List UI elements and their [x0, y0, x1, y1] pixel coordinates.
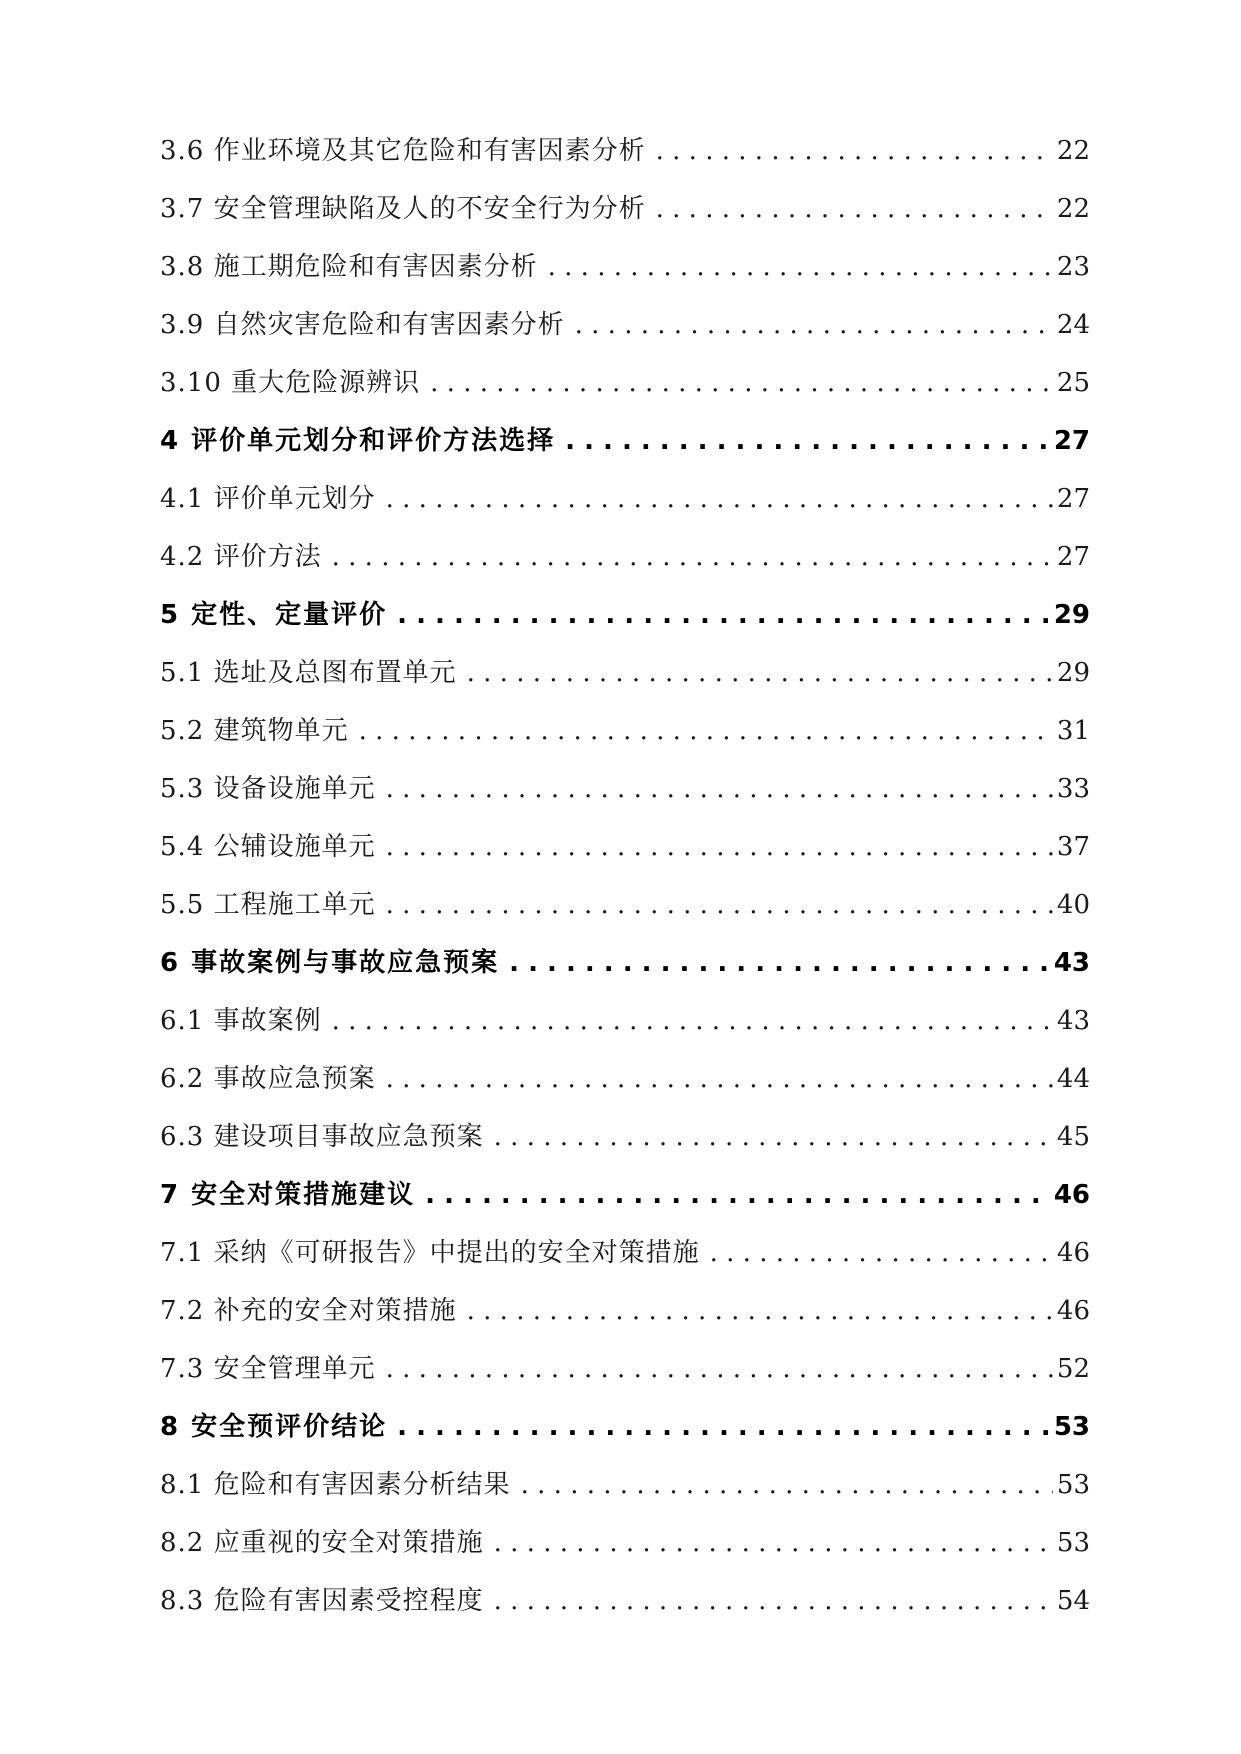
toc-chapter-page: 29 [1053, 600, 1090, 630]
toc-entry-7-1[interactable] [160, 1215, 1090, 1273]
toc-entry-page: 31 [1056, 716, 1090, 746]
toc-entry-3-7[interactable] [160, 171, 1090, 229]
toc-entry-4-1[interactable] [160, 461, 1090, 519]
toc-leader-dots [656, 131, 1053, 171]
toc-chapter-page: 46 [1053, 1180, 1090, 1210]
toc-entry-title: 7.3 安全管理单元 [160, 1354, 376, 1384]
toc-entry-title: 7.2 补充的安全对策措施 [160, 1296, 457, 1326]
toc-chapter-title: 6 事故案例与事故应急预案 [160, 948, 500, 978]
toc-entry-title: 5.3 设备设施单元 [160, 774, 376, 804]
toc-entry-page: 37 [1056, 832, 1090, 862]
toc-entry-title: 8.3 危险有害因素受控程度 [160, 1586, 484, 1616]
toc-chapter-7[interactable] [160, 1157, 1090, 1215]
toc-entry-page: 46 [1056, 1238, 1090, 1268]
toc-leader-dots [548, 247, 1053, 287]
toc-leader-dots [386, 769, 1053, 809]
toc-leader-dots [430, 363, 1053, 403]
toc-entry-title: 8.1 危险和有害因素分析结果 [160, 1470, 511, 1500]
toc-leader-dots [397, 595, 1050, 635]
toc-entry-title: 6.1 事故案例 [160, 1006, 322, 1036]
toc-entry-5-2[interactable] [160, 693, 1090, 751]
toc-entry-title: 5.2 建筑物单元 [160, 716, 349, 746]
toc-leader-dots [397, 1407, 1050, 1447]
toc-leader-dots [509, 943, 1050, 983]
toc-entry-page: 22 [1056, 194, 1090, 224]
toc-leader-dots [565, 421, 1050, 461]
toc-entry-page: 27 [1056, 484, 1090, 514]
toc-chapter-page: 53 [1053, 1412, 1090, 1442]
toc-leader-dots [332, 1001, 1053, 1041]
toc-entry-page: 23 [1056, 252, 1090, 282]
toc-entry-title: 3.7 安全管理缺陷及人的不安全行为分析 [160, 194, 646, 224]
toc-entry-title: 5.1 选址及总图布置单元 [160, 658, 457, 688]
toc-entry-title: 4.2 评价方法 [160, 542, 322, 572]
toc-chapter-6[interactable] [160, 925, 1090, 983]
toc-leader-dots [467, 653, 1053, 693]
toc-entry-page: 33 [1056, 774, 1090, 804]
toc-entry-7-2[interactable] [160, 1273, 1090, 1331]
toc-entry-page: 22 [1056, 136, 1090, 166]
toc-leader-dots [494, 1523, 1053, 1563]
toc-chapter-page: 43 [1053, 948, 1090, 978]
toc-entry-page: 27 [1056, 542, 1090, 572]
toc-leader-dots [575, 305, 1053, 345]
toc-chapter-5[interactable] [160, 577, 1090, 635]
toc-entry-6-1[interactable] [160, 983, 1090, 1041]
toc-entry-title: 4.1 评价单元划分 [160, 484, 376, 514]
toc-entry-page: 43 [1056, 1006, 1090, 1036]
toc-entry-title: 6.2 事故应急预案 [160, 1064, 376, 1094]
toc-chapter-title: 7 安全对策措施建议 [160, 1180, 416, 1210]
toc-entry-8-2[interactable] [160, 1505, 1090, 1563]
toc-leader-dots [386, 827, 1053, 867]
toc-leader-dots [494, 1581, 1053, 1621]
toc-entry-3-6[interactable] [160, 113, 1090, 171]
toc-entry-title: 6.3 建设项目事故应急预案 [160, 1122, 484, 1152]
toc-leader-dots [386, 1349, 1053, 1389]
toc-entry-title: 5.5 工程施工单元 [160, 890, 376, 920]
toc-entry-4-2[interactable] [160, 519, 1090, 577]
toc-entry-3-9[interactable] [160, 287, 1090, 345]
toc-leader-dots [467, 1291, 1053, 1331]
toc-leader-dots [386, 479, 1053, 519]
toc-entry-title: 7.1 采纳《可研报告》中提出的安全对策措施 [160, 1238, 700, 1268]
toc-entry-7-3[interactable] [160, 1331, 1090, 1389]
toc-entry-title: 3.10 重大危险源辨识 [160, 368, 421, 398]
toc-entry-8-3[interactable] [160, 1563, 1090, 1621]
toc-entry-title: 3.9 自然灾害危险和有害因素分析 [160, 310, 565, 340]
toc-entry-8-1[interactable] [160, 1447, 1090, 1505]
toc-entry-5-3[interactable] [160, 751, 1090, 809]
toc-leader-dots [359, 711, 1053, 751]
toc-entry-page: 46 [1056, 1296, 1090, 1326]
toc-entry-5-5[interactable] [160, 867, 1090, 925]
toc-leader-dots [656, 189, 1053, 229]
toc-chapter-page: 27 [1053, 426, 1090, 456]
toc-entry-title: 3.8 施工期危险和有害因素分析 [160, 252, 538, 282]
toc-entry-5-4[interactable] [160, 809, 1090, 867]
toc-entry-title: 5.4 公辅设施单元 [160, 832, 376, 862]
toc-leader-dots [332, 537, 1053, 577]
toc-leader-dots [425, 1175, 1050, 1215]
toc-leader-dots [494, 1117, 1053, 1157]
toc-entry-5-1[interactable] [160, 635, 1090, 693]
toc-entry-page: 29 [1056, 658, 1090, 688]
toc-entry-page: 44 [1056, 1064, 1090, 1094]
toc-entry-6-2[interactable] [160, 1041, 1090, 1099]
toc-entry-page: 53 [1056, 1470, 1090, 1500]
toc-entry-page: 54 [1056, 1586, 1090, 1616]
toc-entry-3-8[interactable] [160, 229, 1090, 287]
table-of-contents [160, 113, 1090, 1621]
toc-entry-page: 53 [1056, 1528, 1090, 1558]
toc-chapter-4[interactable] [160, 403, 1090, 461]
toc-entry-page: 52 [1056, 1354, 1090, 1384]
toc-chapter-title: 5 定性、定量评价 [160, 600, 388, 630]
toc-entry-title: 8.2 应重视的安全对策措施 [160, 1528, 484, 1558]
toc-entry-page: 25 [1056, 368, 1090, 398]
toc-leader-dots [386, 885, 1053, 925]
toc-leader-dots [386, 1059, 1053, 1099]
toc-chapter-title: 4 评价单元划分和评价方法选择 [160, 426, 556, 456]
toc-chapter-title: 8 安全预评价结论 [160, 1412, 388, 1442]
toc-entry-3-10[interactable] [160, 345, 1090, 403]
toc-chapter-8[interactable] [160, 1389, 1090, 1447]
toc-leader-dots [710, 1233, 1053, 1273]
toc-entry-page: 40 [1056, 890, 1090, 920]
toc-entry-title: 3.6 作业环境及其它危险和有害因素分析 [160, 136, 646, 166]
toc-entry-page: 24 [1056, 310, 1090, 340]
toc-leader-dots [521, 1465, 1053, 1505]
toc-entry-page: 45 [1056, 1122, 1090, 1152]
toc-entry-6-3[interactable] [160, 1099, 1090, 1157]
